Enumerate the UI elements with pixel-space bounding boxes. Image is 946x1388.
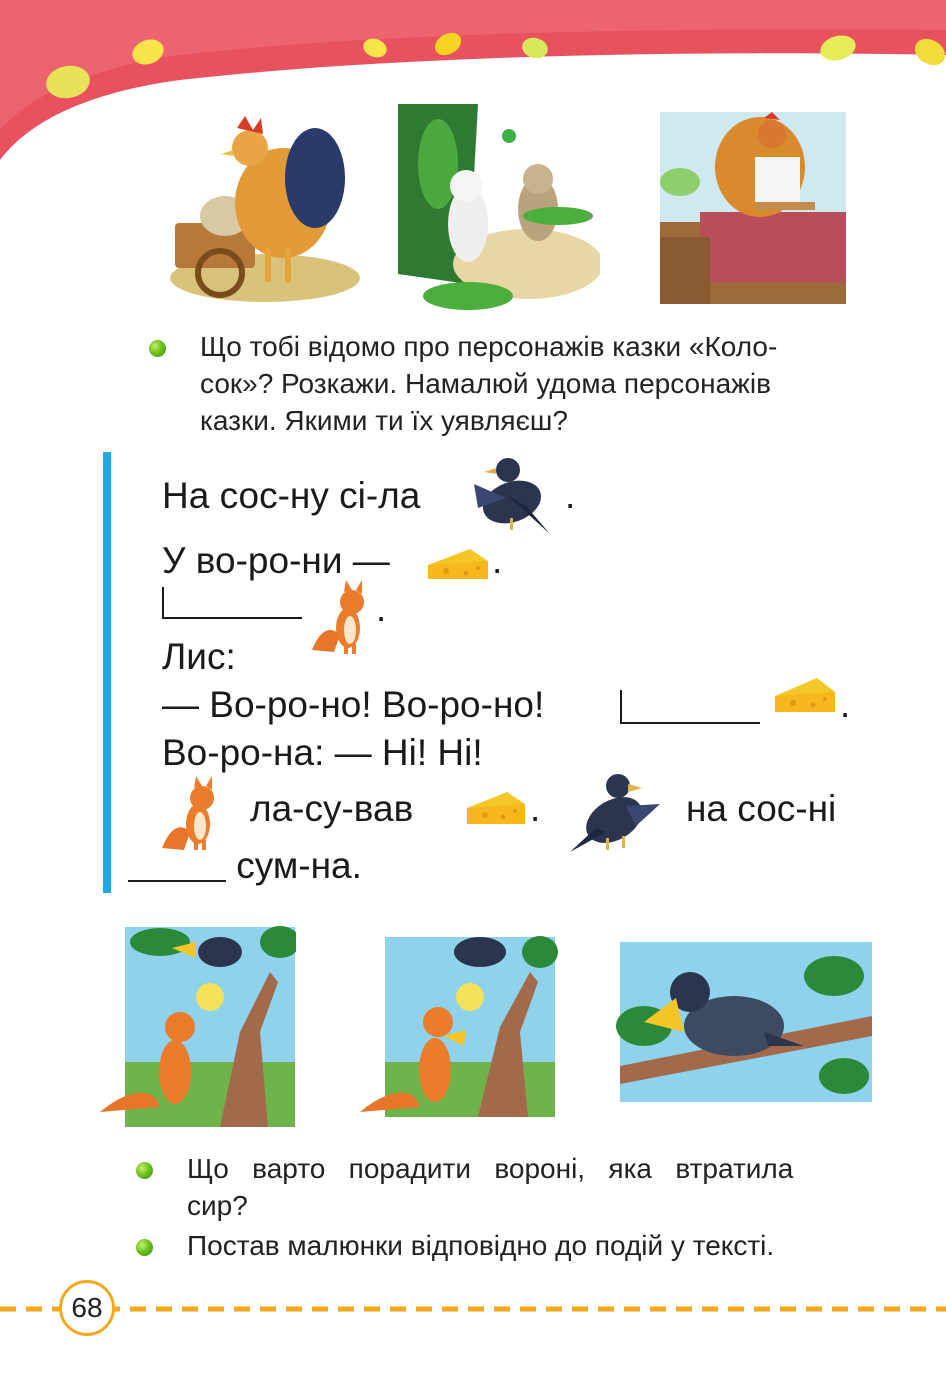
reading-line-8	[128, 844, 362, 887]
page-number: 68	[59, 1280, 115, 1336]
reading-line-5	[162, 684, 544, 726]
reading-text: — Во-ро-но! Во-ро-но!	[162, 684, 545, 725]
rooster-with-cart-image	[165, 108, 360, 304]
crow-with-cheese-image	[604, 936, 872, 1110]
fox-icon	[160, 774, 222, 852]
question-2	[187, 1150, 877, 1224]
reading-text: ла-су-вав	[250, 788, 414, 829]
reading-text: На сос-ну сі-ла	[162, 475, 421, 516]
question-1-line: Що тобі відомо про персонажів казки «Коло-	[200, 331, 778, 362]
question-3: Постав малюнки відповідно до подій у тексті.	[187, 1230, 775, 1261]
question-1-line: сок»? Розкажи. Намалюй удома персонажів	[200, 368, 771, 399]
mice-with-peas-image	[398, 104, 600, 314]
crow-icon	[466, 454, 554, 536]
accent-bar	[103, 452, 111, 893]
bullet-icon	[136, 1239, 153, 1256]
cheese-icon	[426, 547, 490, 583]
answer-blank[interactable]	[162, 587, 302, 619]
reading-punct: .	[565, 475, 576, 516]
reading-line-6: Во-ро-на: — Ні! Ні!	[162, 732, 483, 773]
reading-line-2	[162, 540, 390, 582]
rooster-kitchen-image	[660, 112, 846, 304]
bullet-icon	[136, 1162, 153, 1179]
reading-text: на сос-ні	[686, 788, 837, 829]
reading-punct: .	[492, 540, 503, 581]
answer-blank[interactable]	[620, 690, 760, 724]
fox-and-crow-scene-1-image	[100, 912, 296, 1130]
footer-dashed-line	[0, 1306, 946, 1312]
reading-punct: .	[376, 588, 387, 629]
reading-punct: .	[840, 684, 851, 725]
question-1-line: казки. Якими ти їх уявляєш?	[200, 405, 568, 436]
cheese-icon	[465, 790, 527, 828]
answer-blank[interactable]	[128, 844, 226, 882]
bullet-icon	[149, 340, 166, 357]
fox-and-crow-scene-2-image	[360, 912, 558, 1120]
reading-text: сум-на.	[236, 845, 362, 886]
reading-line-3	[162, 586, 302, 628]
question-1	[200, 328, 880, 439]
crow-icon	[566, 770, 662, 854]
reading-line-1	[162, 475, 420, 517]
reading-text: У во-ро-ни —	[162, 540, 390, 581]
reading-line-4: Лис:	[162, 636, 236, 677]
reading-punct: .	[530, 788, 541, 829]
cheese-icon	[773, 676, 837, 716]
question-2-line: сир?	[187, 1190, 248, 1221]
fox-icon	[310, 580, 372, 654]
question-2-line: Що варто порадити вороні, яка втратила	[187, 1153, 794, 1184]
